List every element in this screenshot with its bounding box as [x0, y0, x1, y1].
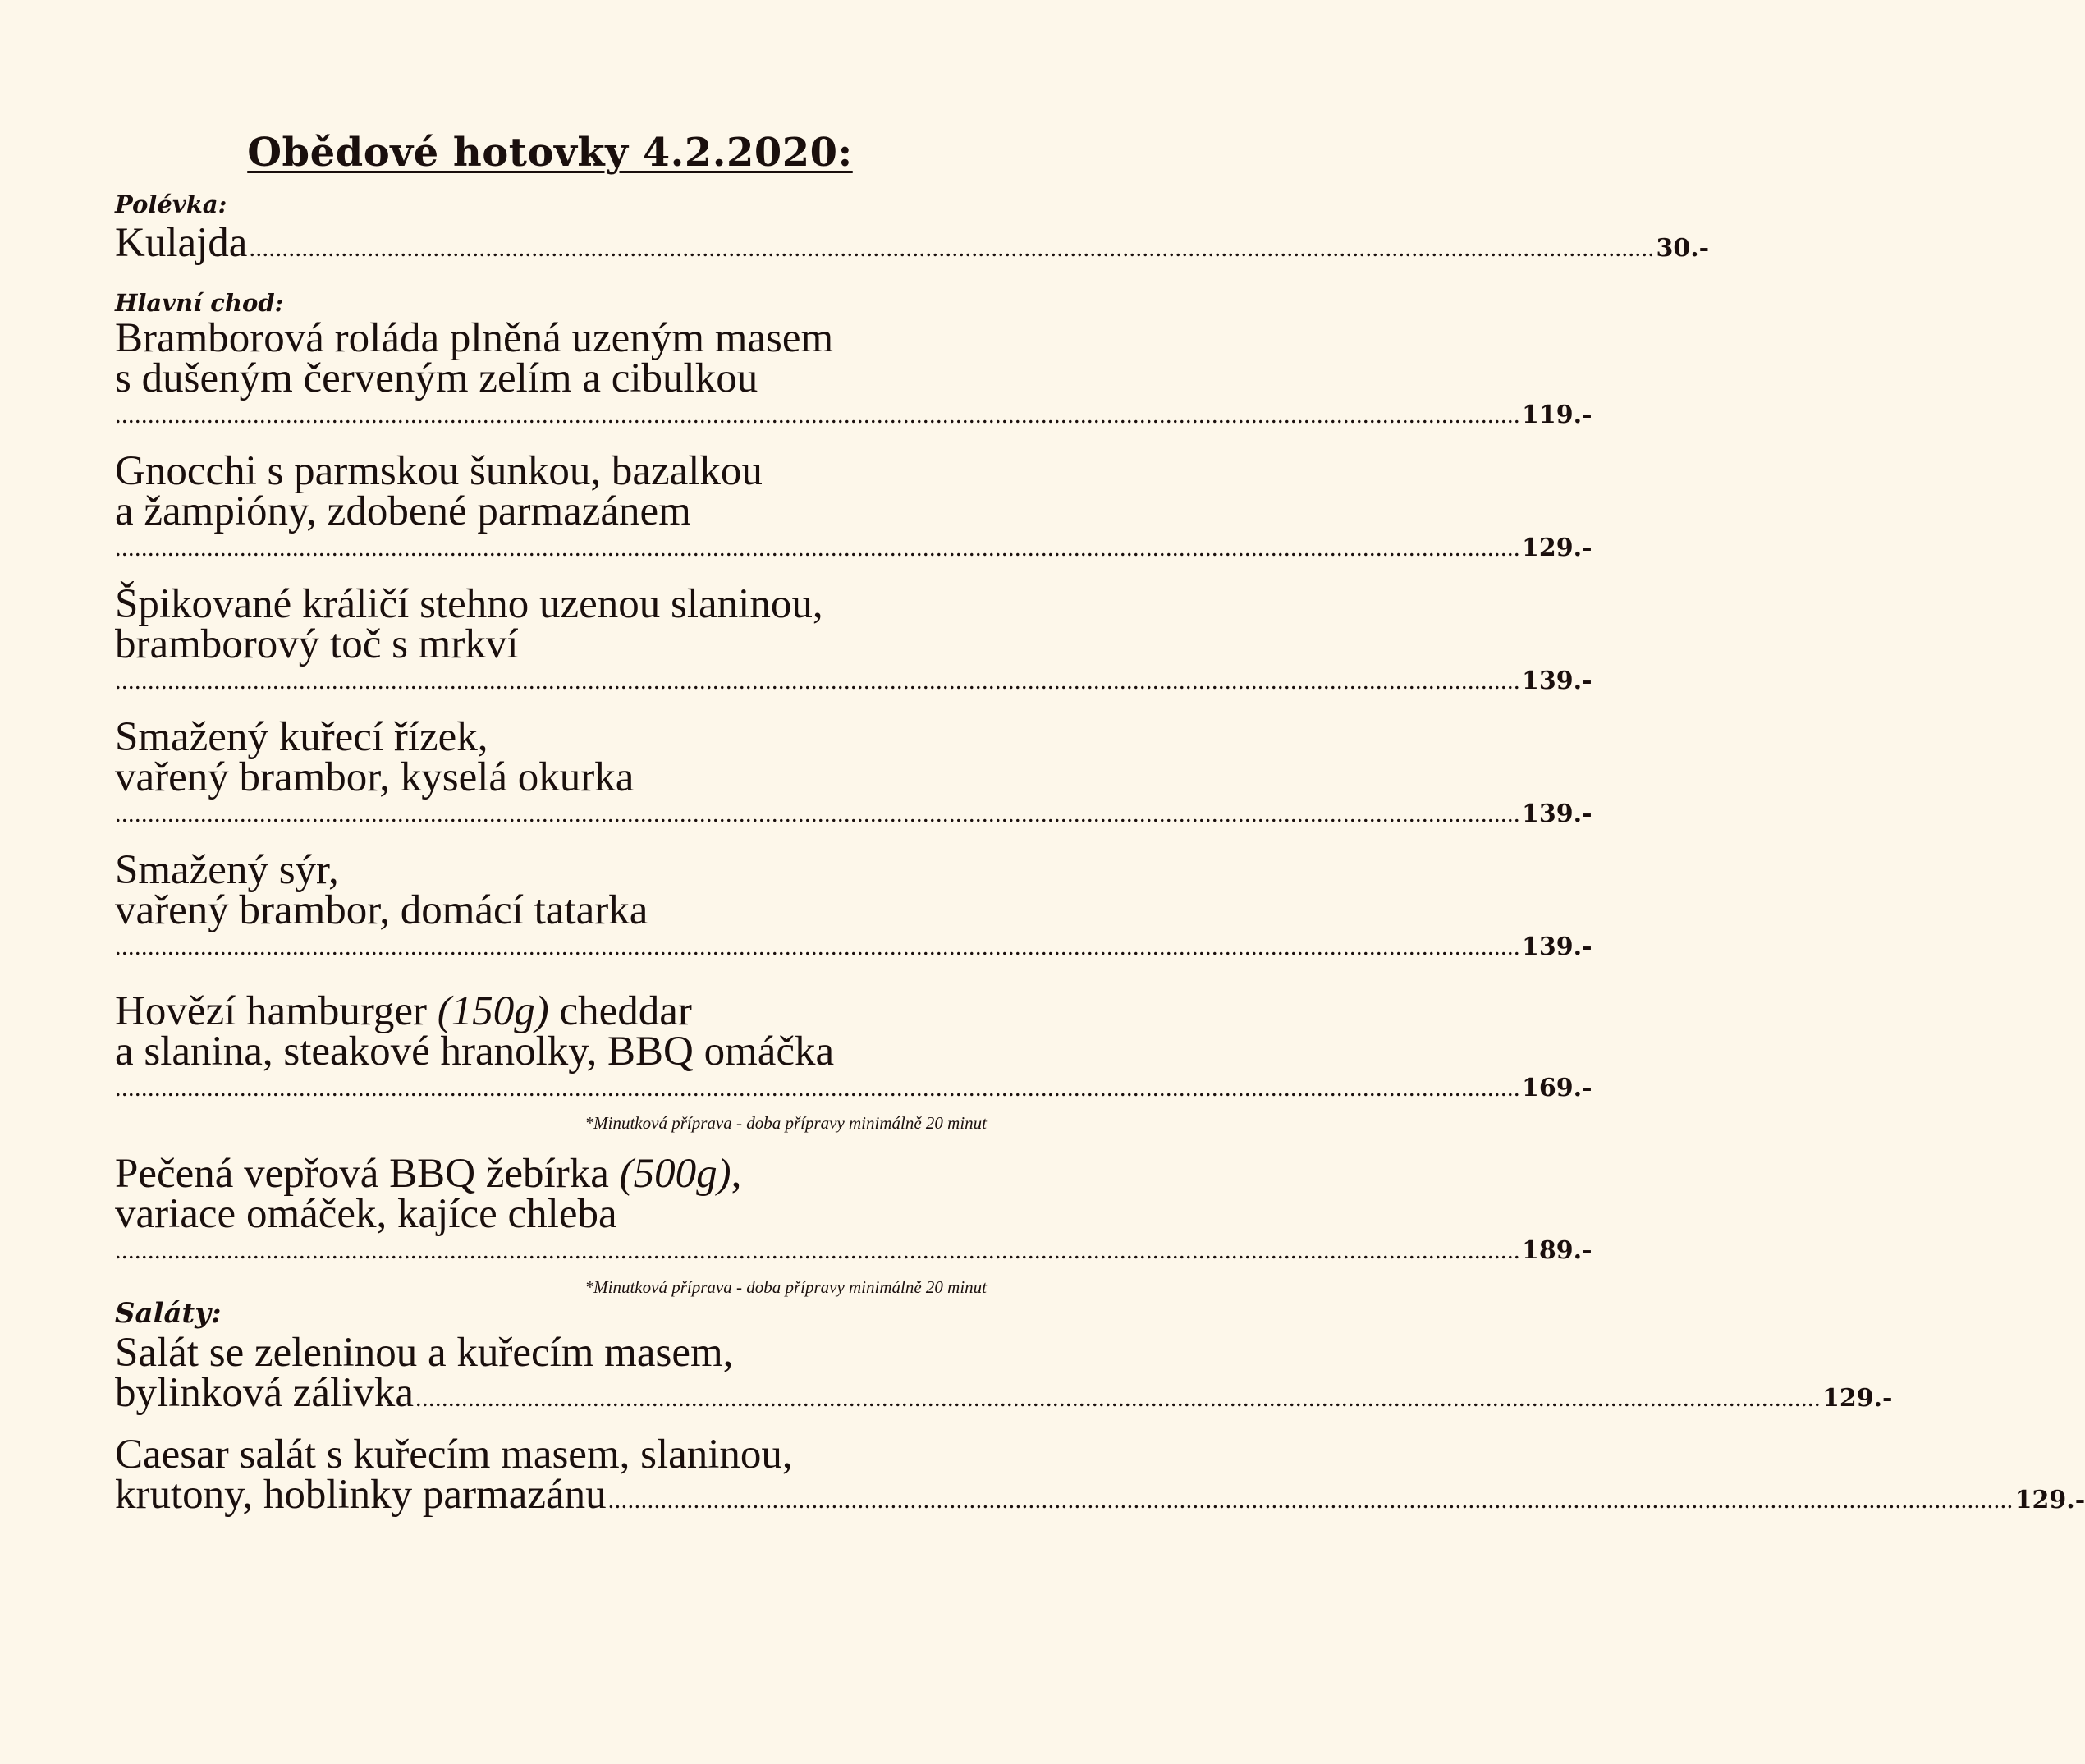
item-line-2: vařený brambor, kyselá okurka	[115, 754, 635, 800]
item-line-2: bramborový toč s mrkví	[115, 621, 519, 667]
item-price: 139.-	[1522, 800, 1592, 828]
item-line-1: Špikované králičí stehno uzenou slaninou,	[115, 581, 823, 627]
dot-leader: ......................................................................................................................................................................................................................	[249, 235, 1655, 262]
item-line-2: a slanina, steakové hranolky, BBQ omáčka	[115, 1029, 835, 1074]
section-heading-soup: Polévka:	[115, 190, 227, 218]
item-weight: (500g)	[619, 1151, 731, 1197]
dot-leader: ......................................................................................................................................................................................................................	[115, 933, 1520, 960]
dot-leader: ......................................................................................................................................................................................................................	[415, 1385, 1821, 1412]
menu-item-main-7	[115, 1151, 1592, 1269]
item-line-1: Gnocchi s parmskou šunkou, bazalkou	[115, 448, 763, 494]
dot-leader: ......................................................................................................................................................................................................................	[115, 667, 1520, 694]
dot-leader: ......................................................................................................................................................................................................................	[115, 534, 1520, 561]
item-price: 139.-	[1522, 932, 1592, 961]
item-line-1: Smažený sýr,	[115, 847, 339, 893]
menu-item-main-3	[115, 581, 1592, 699]
preparation-note: *Minutková příprava - doba přípravy minimálně 20 minut	[584, 1277, 987, 1297]
item-line-2: bylinková zálivka	[115, 1370, 414, 1416]
item-line-1: Bramborová roláda plněná uzeným masem	[115, 315, 834, 361]
preparation-note: *Minutková příprava - doba přípravy minimálně 20 minut	[584, 1113, 987, 1133]
menu-item-main-1	[115, 315, 1592, 433]
menu-item-salad-1	[115, 1330, 1893, 1416]
item-price: 139.-	[1522, 667, 1592, 695]
item-line-2: krutony, hoblinky parmazánu	[115, 1472, 607, 1518]
item-line-1	[115, 1151, 987, 1197]
item-price: 169.-	[1522, 1074, 1592, 1102]
menu-item-main-4	[115, 714, 1592, 832]
menu-item-main-2	[115, 448, 1592, 566]
item-line-1	[115, 988, 987, 1034]
item-line-2: variace omáček, kajíce chleba	[115, 1191, 617, 1237]
dot-leader: ......................................................................................................................................................................................................................	[115, 401, 1520, 428]
menu-item-main-6	[115, 988, 1592, 1107]
item-text: cheddar	[548, 988, 692, 1034]
item-text: Hovězí hamburger	[115, 988, 438, 1034]
item-price: 129.-	[1522, 534, 1592, 562]
item-name: Kulajda	[115, 220, 248, 266]
item-line-2: a žampióny, zdobené parmazánem	[115, 488, 691, 534]
menu-item-salad-2	[115, 1432, 2085, 1518]
item-price: 189.-	[1522, 1236, 1592, 1265]
section-heading-salads: Saláty:	[115, 1297, 222, 1330]
menu-item-soup	[115, 220, 1710, 266]
menu-item-main-5	[115, 847, 1592, 965]
item-line-2: vařený brambor, domácí tatarka	[115, 887, 648, 933]
item-text: ,	[731, 1151, 742, 1197]
item-line-1: Salát se zeleninou a kuřecím masem,	[115, 1330, 734, 1376]
page-title: Obědové hotovky 4.2.2020:	[247, 130, 853, 176]
item-weight: (150g)	[437, 988, 549, 1034]
dot-leader: ......................................................................................................................................................................................................................	[115, 1237, 1520, 1264]
item-price: 119.-	[1522, 401, 1592, 429]
item-text: Pečená vepřová BBQ žebírka	[115, 1151, 620, 1197]
section-heading-main: Hlavní chod:	[115, 289, 284, 317]
dot-leader: ......................................................................................................................................................................................................................	[115, 1074, 1520, 1102]
item-line-1: Caesar salát s kuřecím masem, slaninou,	[115, 1432, 793, 1478]
item-price: 129.-	[1822, 1384, 1893, 1413]
item-price: 129.-	[2014, 1486, 2085, 1514]
item-line-1: Smažený kuřecí řízek,	[115, 714, 488, 760]
dot-leader: ......................................................................................................................................................................................................................	[115, 800, 1520, 827]
item-line-2: s dušeným červeným zelím a cibulkou	[115, 355, 758, 401]
item-price: 30.-	[1656, 234, 1710, 263]
dot-leader: ......................................................................................................................................................................................................................	[607, 1487, 2014, 1514]
